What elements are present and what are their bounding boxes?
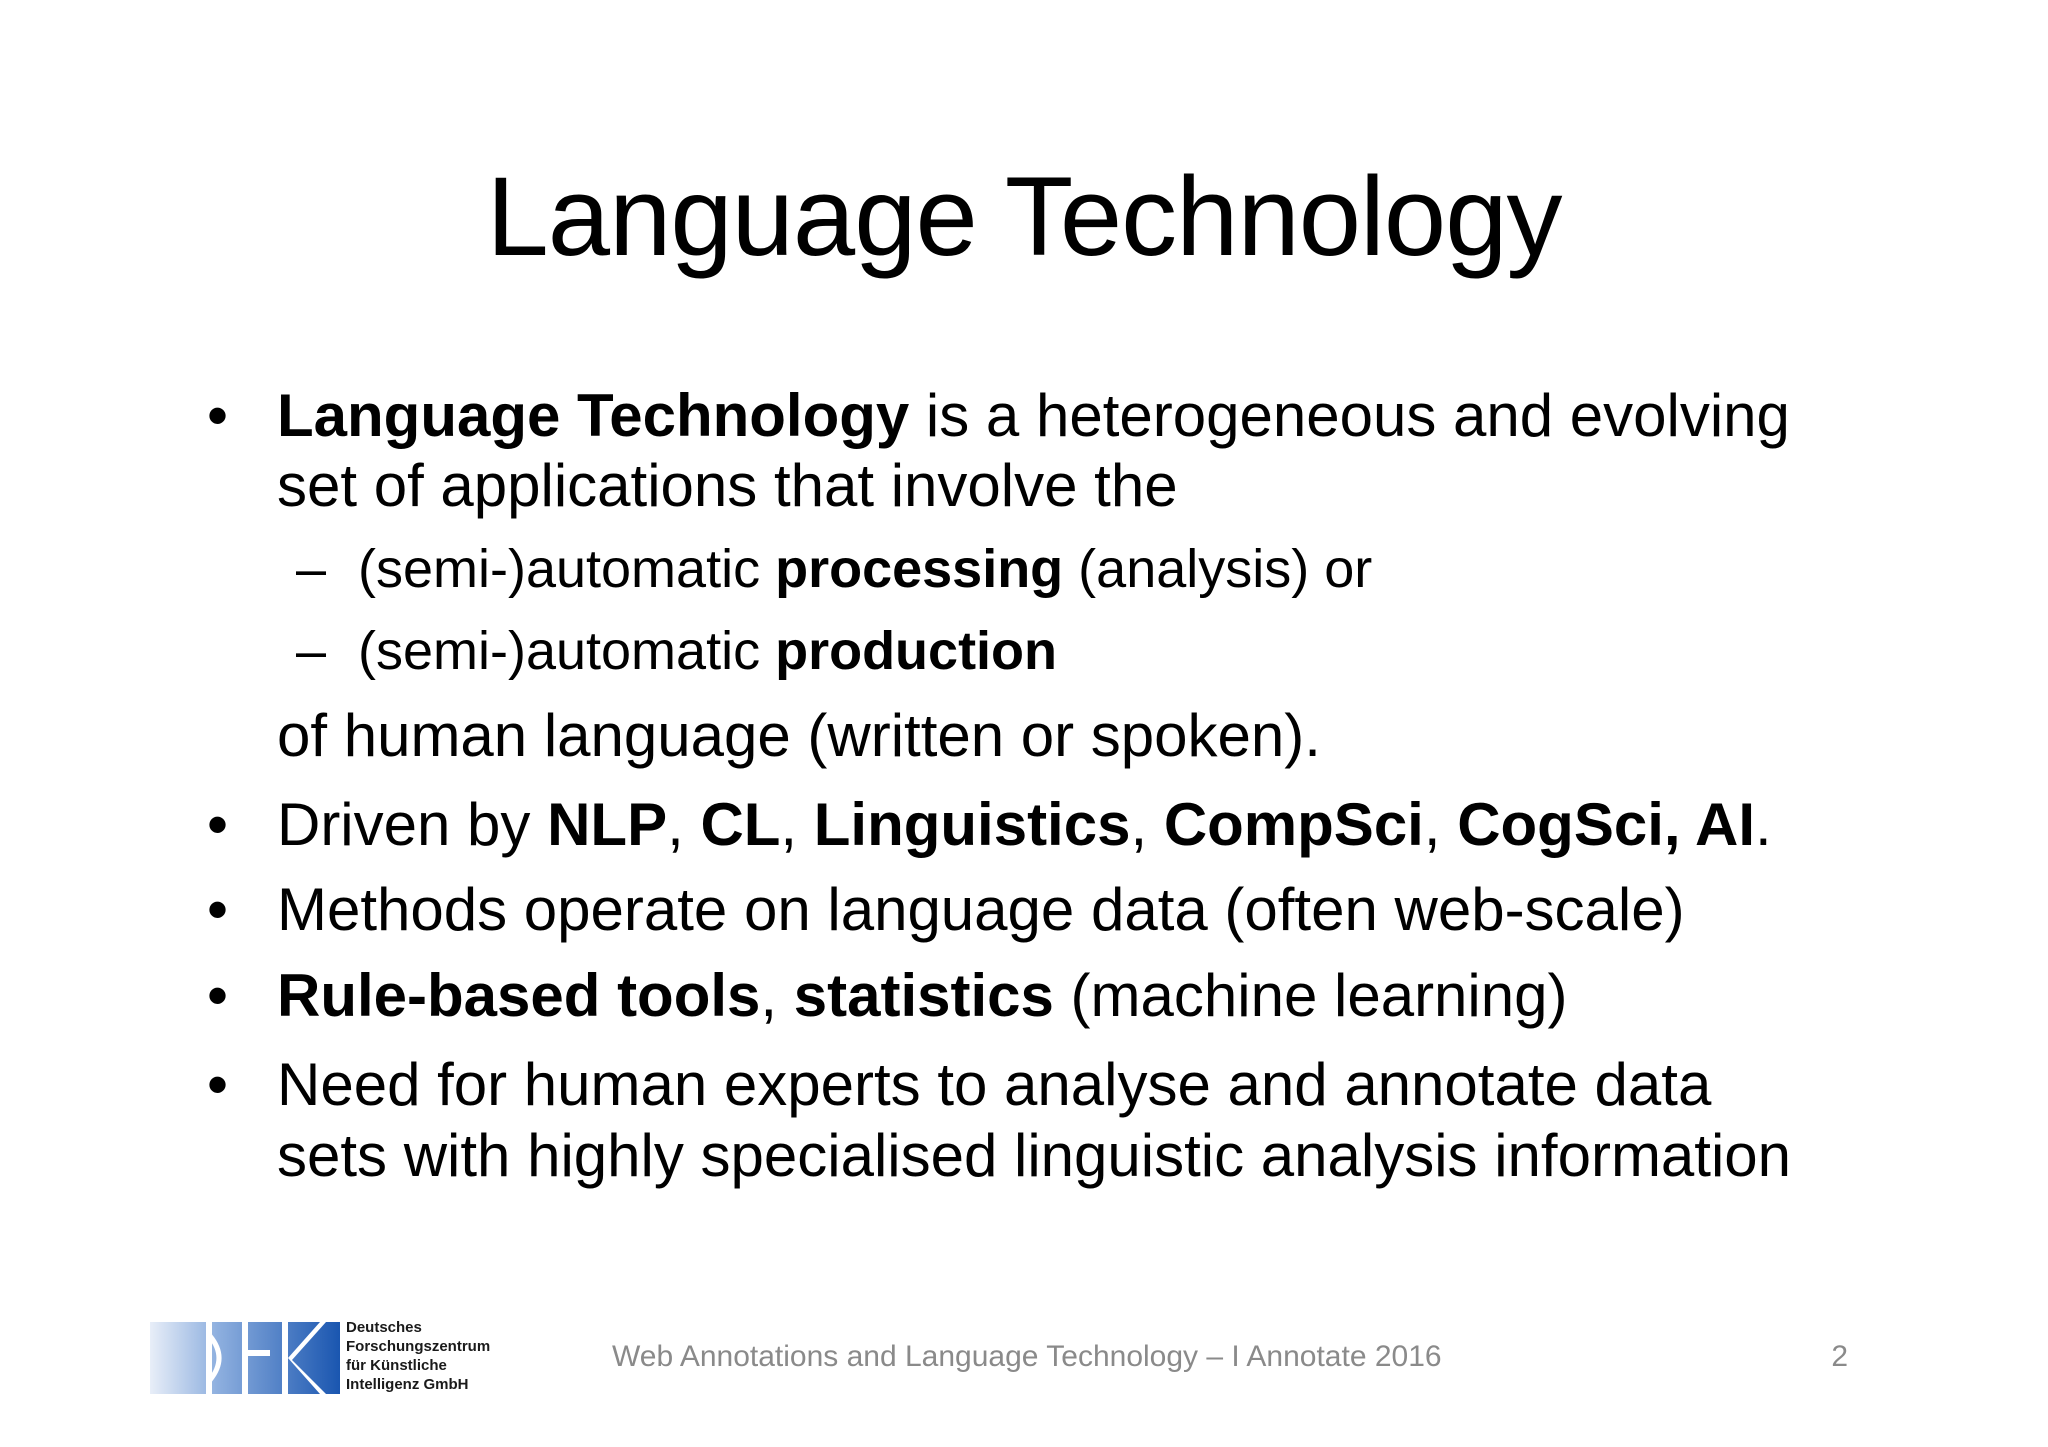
logo-line: für Künstliche (346, 1357, 447, 1374)
bullet-2-nlp: NLP (547, 791, 668, 858)
bullet-4-bold-1: Rule-based tools (277, 962, 761, 1029)
logo-line: Intelligenz GmbH (346, 1376, 469, 1393)
sub-bullet-2-pre: (semi-)automatic (358, 621, 776, 681)
sub-bullet-1 (358, 539, 1373, 599)
bullet-3: Methods operate on language data (often web-scale) (277, 876, 1685, 943)
bullet-2-sep: , (780, 791, 814, 858)
bullet-marker: • (207, 791, 229, 858)
bullet-1-tail: of human language (written or spoken). (277, 702, 1321, 769)
logo-line: Deutsches (346, 1319, 422, 1336)
bullet-2-cl: CL (700, 791, 781, 858)
bullet-2-sep: , (1130, 791, 1164, 858)
bullet-marker: • (207, 962, 229, 1029)
bullet-4-rest: (machine learning) (1053, 962, 1568, 1029)
logo-line: Forschungszentrum (346, 1338, 491, 1355)
bullet-marker: • (207, 382, 229, 449)
slide-title: Language Technology (486, 154, 1562, 279)
bullet-5-line-2: sets with highly specialised linguistic analysis information (277, 1122, 1792, 1189)
sub-bullet-1-bold: processing (775, 539, 1064, 599)
bullet-5-line-1: Need for human experts to analyse and annotate data (277, 1051, 1712, 1118)
footer-text: Web Annotations and Language Technology – I Annotate 2016 (612, 1340, 1442, 1373)
dfki-logo (150, 1318, 510, 1394)
bullet-2-end: . (1755, 791, 1772, 858)
sub-bullet-1-pre: (semi-)automatic (358, 539, 776, 599)
sub-bullet-2 (358, 621, 1058, 681)
bullet-2-sep: , (1423, 791, 1458, 858)
bullet-4-sep: , (760, 962, 794, 1029)
bullet-2-sep: , (667, 791, 701, 858)
bullet-1-bold-lead: Language Technology (277, 382, 910, 449)
bullet-2-linguistics: Linguistics (813, 791, 1131, 858)
bullet-2-pre: Driven by (277, 791, 548, 858)
bullet-4-bold-2: statistics (793, 962, 1054, 1029)
dfki-logo-text (346, 1318, 490, 1394)
bullet-1-rest: is a heterogeneous and evolving (909, 382, 1790, 449)
dfki-logo-mark (150, 1322, 340, 1394)
bullet-marker: • (207, 1051, 229, 1118)
sub-bullet-dash: – (296, 621, 327, 681)
page-number: 2 (1831, 1340, 1848, 1373)
sub-bullet-dash: – (296, 539, 327, 599)
bullet-4 (277, 962, 1568, 1029)
bullet-marker: • (207, 876, 229, 943)
bullet-2-compsci: CompSci (1163, 791, 1424, 858)
sub-bullet-2-bold: production (775, 621, 1058, 681)
sub-bullet-1-post: (analysis) or (1063, 539, 1373, 599)
bullet-2 (277, 791, 1772, 858)
bullet-1-line-1 (277, 382, 1790, 449)
bullet-2-cogsci-ai: CogSci, AI (1457, 791, 1756, 858)
bullet-1-line-2: set of applications that involve the (277, 452, 1178, 519)
